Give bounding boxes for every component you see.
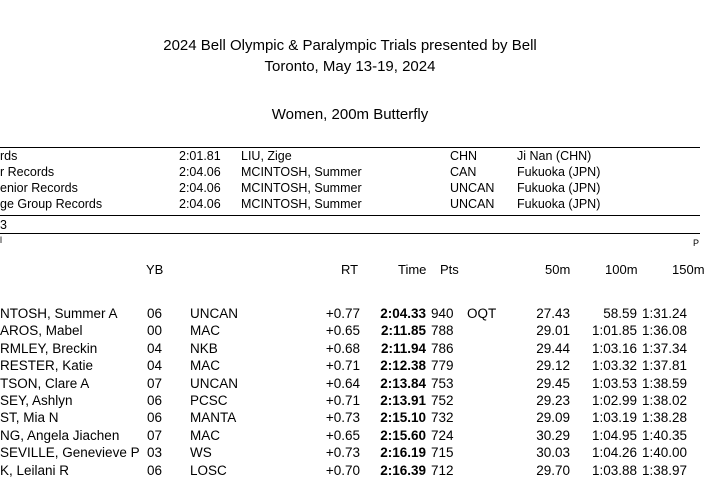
points: 779 bbox=[431, 358, 454, 374]
split-50m: 29.70 bbox=[536, 462, 570, 478]
record-row bbox=[0, 149, 700, 165]
left-mark: l bbox=[0, 235, 2, 245]
record-label: ge Group Records bbox=[0, 197, 103, 211]
split-100m: 1:03.19 bbox=[591, 410, 637, 426]
split-150m: 1:38.97 bbox=[642, 462, 688, 478]
reaction-time: +0.64 bbox=[325, 375, 360, 391]
record-location: Fukuoka (JPN) bbox=[517, 197, 601, 211]
club-code: WS bbox=[190, 445, 212, 461]
split-150m: 1:38.28 bbox=[642, 410, 688, 426]
record-code: CHN bbox=[450, 149, 478, 163]
final-time: 2:16.19 bbox=[380, 445, 426, 461]
final-time: 2:11.85 bbox=[380, 323, 426, 339]
event-title: Women, 200m Butterfly bbox=[271, 106, 429, 123]
record-label: enior Records bbox=[0, 181, 78, 195]
record-label: r Records bbox=[0, 165, 55, 179]
birth-year: 03 bbox=[147, 445, 163, 461]
record-holder: MCINTOSH, Summer bbox=[241, 181, 362, 195]
birth-year: 06 bbox=[147, 410, 163, 426]
split-50m: 29.12 bbox=[536, 358, 570, 374]
qualification: OQT bbox=[467, 306, 497, 321]
record-code: CAN bbox=[450, 165, 477, 179]
section-fragment: 3 bbox=[0, 218, 7, 232]
birth-year: 07 bbox=[147, 375, 163, 391]
club-code: MAC bbox=[190, 427, 220, 443]
club-code: MANTA bbox=[190, 410, 237, 426]
club-code: UNCAN bbox=[190, 306, 239, 321]
record-location: Fukuoka (JPN) bbox=[517, 165, 601, 179]
reaction-time: +0.71 bbox=[325, 358, 360, 374]
col-100m: 100m bbox=[605, 262, 638, 277]
col-150m: 150m bbox=[672, 262, 705, 277]
athlete-name: TSON, Clare A bbox=[0, 375, 90, 391]
record-time: 2:04.06 bbox=[179, 165, 221, 179]
result-row bbox=[0, 393, 700, 409]
athlete-name: SEVILLE, Genevieve P bbox=[0, 445, 140, 461]
split-100m: 1:02.99 bbox=[591, 393, 637, 408]
split-100m: 1:03.32 bbox=[591, 358, 637, 374]
club-code: NKB bbox=[190, 340, 218, 356]
result-row bbox=[0, 306, 700, 322]
meet-location-date: Toronto, May 13-19, 2024 bbox=[264, 58, 436, 75]
points: 786 bbox=[431, 340, 454, 356]
record-holder: MCINTOSH, Summer bbox=[241, 165, 362, 179]
split-150m: 1:37.81 bbox=[642, 358, 688, 374]
record-label: rds bbox=[0, 149, 18, 163]
split-100m: 1:04.95 bbox=[591, 427, 637, 443]
birth-year: 04 bbox=[147, 358, 163, 374]
split-150m: 1:40.35 bbox=[642, 427, 688, 443]
split-150m: 1:36.08 bbox=[642, 323, 688, 339]
final-time: 2:15.10 bbox=[380, 410, 426, 426]
split-50m: 29.01 bbox=[536, 323, 570, 339]
split-100m: 1:04.26 bbox=[591, 445, 637, 461]
split-50m: 30.29 bbox=[536, 427, 570, 443]
athlete-name: RESTER, Katie bbox=[0, 358, 94, 374]
reaction-time: +0.65 bbox=[325, 427, 360, 443]
result-row bbox=[0, 323, 700, 339]
split-150m: 1:40.00 bbox=[642, 445, 688, 461]
birth-year: 04 bbox=[147, 340, 163, 356]
birth-year: 07 bbox=[147, 427, 163, 443]
athlete-name: K, Leilani R bbox=[0, 462, 70, 478]
points: 724 bbox=[431, 427, 454, 443]
col-50m: 50m bbox=[545, 262, 571, 277]
athlete-name: ST, Mia N bbox=[0, 410, 59, 426]
split-150m: 1:38.02 bbox=[642, 393, 688, 408]
record-location: Ji Nan (CHN) bbox=[517, 149, 592, 163]
result-row bbox=[0, 358, 700, 374]
final-time: 2:12.38 bbox=[380, 358, 426, 374]
result-row bbox=[0, 410, 700, 426]
final-time: 2:04.33 bbox=[380, 306, 426, 321]
col-rt: RT bbox=[341, 262, 359, 277]
split-50m: 29.23 bbox=[536, 393, 570, 408]
split-100m: 1:03.16 bbox=[591, 340, 637, 356]
result-row bbox=[0, 445, 700, 461]
reaction-time: +0.71 bbox=[325, 393, 360, 408]
reaction-time: +0.73 bbox=[325, 445, 360, 461]
split-150m: 1:37.34 bbox=[642, 340, 688, 356]
points: 752 bbox=[431, 393, 454, 408]
record-row bbox=[0, 197, 700, 213]
final-time: 2:16.39 bbox=[380, 462, 426, 478]
result-row bbox=[0, 376, 700, 392]
record-code: UNCAN bbox=[450, 181, 495, 195]
record-time: 2:04.06 bbox=[179, 197, 221, 211]
split-150m: 1:38.59 bbox=[642, 375, 688, 391]
record-time: 2:01.81 bbox=[179, 149, 221, 163]
athlete-name: AROS, Mabel bbox=[0, 323, 83, 339]
club-code: MAC bbox=[190, 323, 220, 339]
split-50m: 29.09 bbox=[536, 410, 570, 426]
final-time: 2:11.94 bbox=[380, 340, 426, 356]
final-time: 2:13.91 bbox=[380, 393, 426, 408]
divider bbox=[0, 233, 700, 234]
points: 732 bbox=[431, 410, 454, 426]
final-time: 2:13.84 bbox=[380, 375, 426, 391]
record-holder: LIU, Zige bbox=[241, 149, 292, 163]
points: 788 bbox=[431, 323, 454, 339]
split-100m: 1:03.88 bbox=[591, 462, 637, 478]
reaction-time: +0.73 bbox=[325, 410, 360, 426]
result-row bbox=[0, 428, 700, 444]
split-50m: 29.44 bbox=[536, 340, 570, 356]
split-100m: 1:01.85 bbox=[591, 323, 637, 339]
reaction-time: +0.65 bbox=[325, 323, 360, 339]
split-100m: 58.59 bbox=[603, 306, 637, 321]
athlete-name: SEY, Ashlyn bbox=[0, 393, 73, 408]
athlete-name: NG, Angela Jiachen bbox=[0, 427, 120, 443]
record-location: Fukuoka (JPN) bbox=[517, 181, 601, 195]
points: 940 bbox=[431, 306, 454, 321]
result-row bbox=[0, 341, 700, 357]
reaction-time: +0.68 bbox=[325, 340, 360, 356]
record-row bbox=[0, 165, 700, 181]
right-mark: P bbox=[693, 238, 700, 248]
birth-year: 06 bbox=[147, 393, 163, 408]
col-time: Time bbox=[398, 262, 427, 277]
club-code: MAC bbox=[190, 358, 220, 374]
record-row bbox=[0, 181, 700, 197]
points: 753 bbox=[431, 375, 454, 391]
column-headers bbox=[0, 262, 705, 278]
split-150m: 1:31.24 bbox=[642, 306, 688, 321]
points: 712 bbox=[431, 462, 454, 478]
club-code: PCSC bbox=[190, 393, 228, 408]
birth-year: 06 bbox=[147, 306, 163, 321]
result-row bbox=[0, 463, 700, 479]
birth-year: 06 bbox=[147, 462, 163, 478]
points: 715 bbox=[431, 445, 454, 461]
athlete-name: NTOSH, Summer A bbox=[0, 306, 118, 321]
divider bbox=[0, 147, 700, 148]
divider bbox=[0, 215, 700, 216]
club-code: UNCAN bbox=[190, 375, 239, 391]
col-pts: Pts bbox=[440, 262, 459, 277]
athlete-name: RMLEY, Breckin bbox=[0, 340, 98, 356]
club-code: LOSC bbox=[190, 462, 227, 478]
split-50m: 30.03 bbox=[536, 445, 570, 461]
record-code: UNCAN bbox=[450, 197, 495, 211]
reaction-time: +0.70 bbox=[325, 462, 360, 478]
record-time: 2:04.06 bbox=[179, 181, 221, 195]
birth-year: 00 bbox=[147, 323, 163, 339]
split-100m: 1:03.53 bbox=[591, 375, 637, 391]
reaction-time: +0.77 bbox=[325, 306, 360, 321]
record-holder: MCINTOSH, Summer bbox=[241, 197, 362, 211]
split-50m: 29.45 bbox=[536, 375, 570, 391]
col-yb: YB bbox=[146, 262, 164, 277]
split-50m: 27.43 bbox=[536, 306, 570, 321]
final-time: 2:15.60 bbox=[380, 427, 426, 443]
meet-title: 2024 Bell Olympic & Paralympic Trials presented by Bell bbox=[163, 37, 537, 54]
